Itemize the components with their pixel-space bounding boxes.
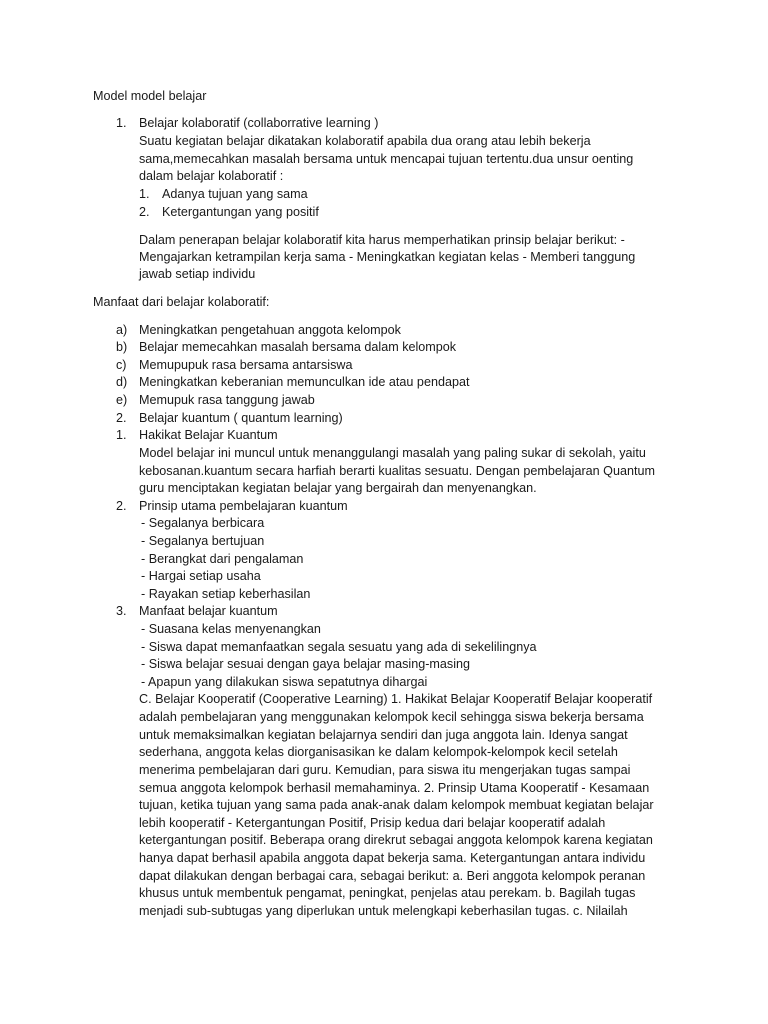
list-item: - Apapun yang dilakukan siswa sepatutnya dihargai (141, 675, 428, 689)
paragraph-line: tujuan, ketika tujuan yang sama pada anak-anak dalam kelompok membuat kegiatan belajar (139, 798, 654, 812)
subsection-number: 1. (116, 428, 127, 442)
list-item: Adanya tujuan yang sama (162, 187, 308, 201)
paragraph-line: Model belajar ini muncul untuk menanggulangi masalah yang paling sukar di sekolah, yaitu (139, 446, 646, 460)
paragraph-line: Dalam penerapan belajar kolaboratif kita harus memperhatikan prinsip belajar berikut: - (139, 233, 625, 247)
section-heading: Belajar kuantum ( quantum learning) (139, 411, 343, 425)
section-heading: Belajar kolaboratif (collaborrative learning ) (139, 116, 379, 130)
subsection-number: 3. (116, 604, 127, 618)
subsection-heading: Hakikat Belajar Kuantum (139, 428, 278, 442)
document-title: Model model belajar (93, 89, 207, 103)
subsection-heading: Prinsip utama pembelajaran kuantum (139, 499, 348, 513)
list-item: - Siswa belajar sesuai dengan gaya belajar masing-masing (141, 657, 471, 671)
paragraph-line: dapat dilakukan dengan berbagai cara, sebagai berikut: a. Beri anggota kelompok peranan (139, 869, 646, 883)
paragraph-line: menjadi sub-subtugas yang diperlukan untuk melengkapi keberhasilan tugas. c. Nilailah (139, 904, 628, 918)
list-item: Belajar memecahkan masalah bersama dalam kelompok (139, 340, 457, 354)
list-item-label: c) (116, 358, 127, 372)
list-item: Memupupuk rasa bersama antarsiswa (139, 358, 353, 372)
paragraph-line: Mengajarkan ketrampilan kerja sama - Meningkatkan kegiatan kelas - Memberi tanggung (139, 250, 636, 264)
list-item: Meningkatkan pengetahuan anggota kelompok (139, 323, 401, 337)
paragraph-line: menerima pembelajaran dari guru. Kemudian, para siswa itu mengerjakan tugas sampai (139, 763, 631, 777)
list-item: - Segalanya bertujuan (141, 534, 265, 548)
list-item-number: 1. (139, 187, 150, 201)
list-item: - Siswa dapat memanfaatkan segala sesuatu yang ada di sekelilingnya (141, 640, 537, 654)
section-heading: Manfaat dari belajar kolaboratif: (93, 295, 270, 309)
paragraph-line: untuk memaksimalkan kegiatan belajarnya sendiri dan juga anggota lain. Idenya sangat (139, 728, 628, 742)
paragraph-line: semua anggota kelompok berhasil memahaminya. 2. Prinsip Utama Kooperatif - Kesamaan (139, 781, 650, 795)
section-number: 1. (116, 116, 127, 130)
list-item: - Berangkat dari pengalaman (141, 552, 304, 566)
list-item-label: d) (116, 375, 128, 389)
list-item-label: a) (116, 323, 128, 337)
list-item-number: 2. (139, 205, 150, 219)
subsection-number: 2. (116, 499, 127, 513)
paragraph-line: C. Belajar Kooperatif (Cooperative Learning) 1. Hakikat Belajar Kooperatif Belajar kooperatif (139, 692, 653, 706)
list-item: - Rayakan setiap keberhasilan (141, 587, 311, 601)
paragraph-line: ketergantungan positif. Beberapa orang direkrut sebagai anggota kelompok karena kegiatan (139, 833, 653, 847)
list-item: Memupuk rasa tanggung jawab (139, 393, 315, 407)
paragraph-line: hanya dapat berhasil apabila anggota dapat bekerja sama. Ketergantungan antara individu (139, 851, 646, 865)
paragraph-line: dalam belajar kolaboratif : (139, 169, 284, 183)
paragraph-line: lebih kooperatif - Ketergantungan Positif, Prisip kedua dari belajar kooperatif adalah (139, 816, 606, 830)
paragraph-line: sama,memecahkan masalah bersama untuk mencapai tujuan tertentu.dua unsur oenting (139, 152, 634, 166)
paragraph-line: guru menciptakan kegiatan belajar yang bergairah dan menyenangkan. (139, 481, 537, 495)
list-item-label: e) (116, 393, 128, 407)
paragraph-line: khusus untuk membentuk pengamat, peningkat, penjelas atau perekam. b. Bagilah tugas (139, 886, 636, 900)
list-item: - Hargai setiap usaha (141, 569, 261, 583)
paragraph-line: jawab setiap individu (139, 267, 256, 281)
list-item: Meningkatkan keberanian memunculkan ide atau pendapat (139, 375, 470, 389)
paragraph-line: Suatu kegiatan belajar dikatakan kolaboratif apabila dua orang atau lebih bekerja (139, 134, 591, 148)
list-item: - Suasana kelas menyenangkan (141, 622, 321, 636)
paragraph-line: sederhana, anggota kelas diorganisasikan ke dalam kelompok-kelompok kecil setelah (139, 745, 618, 759)
subsection-heading: Manfaat belajar kuantum (139, 604, 278, 618)
paragraph-line: adalah pembelajaran yang menggunakan kelompok kecil sehingga siswa bekerja bersama (139, 710, 644, 724)
section-number: 2. (116, 411, 127, 425)
list-item: - Segalanya berbicara (141, 516, 265, 530)
list-item: Ketergantungan yang positif (162, 205, 319, 219)
list-item-label: b) (116, 340, 128, 354)
paragraph-line: kebosanan.kuantum secara harfiah berarti kualitas sesuatu. Dengan pembelajaran Quantum (139, 464, 655, 478)
